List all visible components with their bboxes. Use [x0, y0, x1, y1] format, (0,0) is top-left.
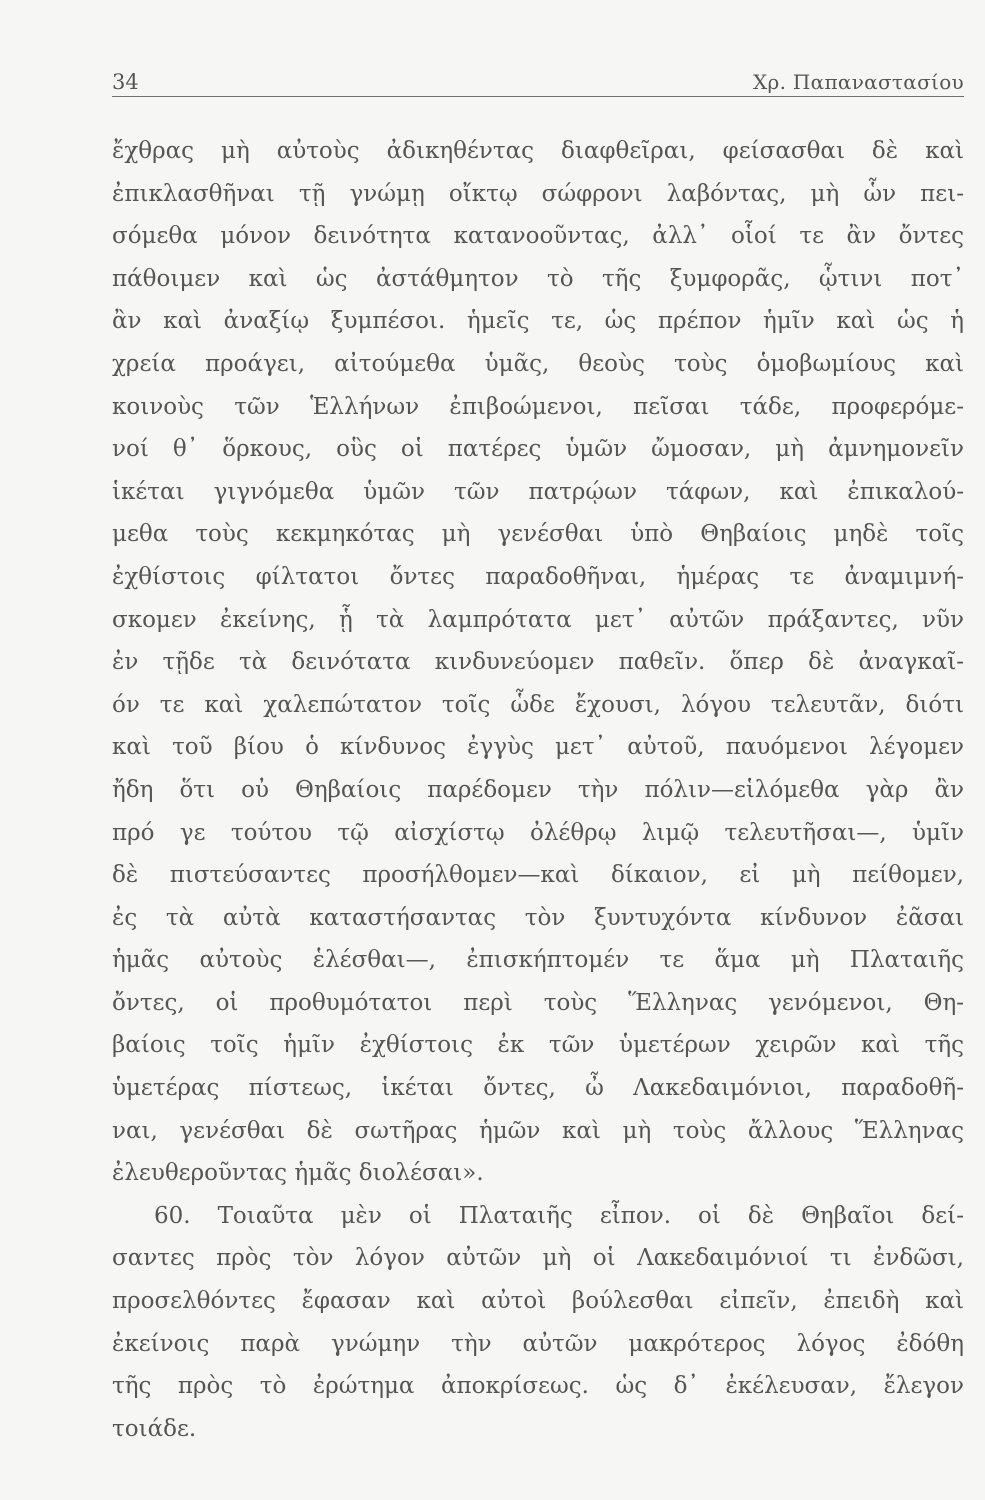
paragraph-start-line: 60. Τοιαῦτα μὲν οἱ Πλαταιῆς εἶπον. οἱ δὲ Θηβαῖοι δεί- [154, 1202, 964, 1229]
paragraph-end-line: ἐλευθεροῦντας ἡμᾶς διολέσαι». [112, 1160, 484, 1187]
text-line: τῆς πρὸς τὸ ἐρώτημα ἀποκρίσεως. ὡς δ᾽ ἐκέλευσαν, ἔλεγον [112, 1373, 964, 1400]
text-line: ἂν καὶ ἀναξίῳ ξυμπέσοι. ἡμεῖς τε, ὡς πρέπον ἡμῖν καὶ ὡς ἡ [112, 308, 964, 335]
text-line: προσελθόντες ἔφασαν καὶ αὐτοὶ βούλεσθαι εἰπεῖν, ἐπειδὴ καὶ [112, 1288, 964, 1315]
text-line: χρεία προάγει, αἰτούμεθα ὑμᾶς, θεοὺς τοὺς ὁμοβωμίους καὶ [112, 350, 964, 377]
text-line: καὶ τοῦ βίου ὁ κίνδυνος ἐγγὺς μετ᾽ αὐτοῦ, παυόμενοι λέγομεν [112, 734, 964, 761]
page-number: 34 [112, 70, 139, 94]
text-line: σκομεν ἐκείνης, ᾗ τὰ λαμπρότατα μετ᾽ αὐτῶν πράξαντες, νῦν [112, 606, 964, 633]
text-line: ἐς τὰ αὐτὰ καταστήσαντας τὸν ξυντυχόντα κίνδυνον ἐᾶσαι [112, 904, 964, 931]
page-header [112, 66, 964, 97]
text-line: κοινοὺς τῶν Ἑλλήνων ἐπιβοώμενοι, πεῖσαι τάδε, προφερόμε- [112, 393, 964, 420]
text-line: ἐχθίστοις φίλτατοι ὄντες παραδοθῆναι, ἡμέρας τε ἀναμιμνή- [112, 563, 964, 590]
text-line: ναι, γενέσθαι δὲ σωτῆρας ἡμῶν καὶ μὴ τοὺς ἄλλους Ἕλληνας [112, 1117, 964, 1144]
text-line: όν τε καὶ χαλεπώτατον τοῖς ὧδε ἔχουσι, λόγου τελευτᾶν, διότι [112, 691, 964, 718]
text-line: ἱκέται γιγνόμεθα ὑμῶν τῶν πατρῴων τάφων, καὶ ἐπικαλού- [112, 478, 964, 505]
text-line: ἡμᾶς αὐτοὺς ἑλέσθαι—, ἐπισκήπτομέν τε ἅμα μὴ Πλαταιῆς [112, 947, 964, 974]
text-line: σόμεθα μόνον δεινότητα κατανοοῦντας, ἀλλ᾽ οἷοί τε ἂν ὄντες [112, 223, 964, 250]
text-line: ἤδη ὅτι οὐ Θηβαίοις παρέδομεν τὴν πόλιν—εἱλόμεθα γὰρ ἂν [112, 776, 964, 803]
body-text [112, 130, 964, 1450]
text-line: βαίοις τοῖς ἡμῖν ἐχθίστοις ἐκ τῶν ὑμετέρων χειρῶν καὶ τῆς [112, 1032, 964, 1059]
text-line: νοί θ᾽ ὅρκους, οὓς οἱ πατέρες ὑμῶν ὤμοσαν, μὴ ἀμνημονεῖν [112, 436, 964, 463]
text-line: δὲ πιστεύσαντες προσήλθομεν—καὶ δίκαιον, εἰ μὴ πείθομεν, [112, 862, 964, 889]
text-line: ἐπικλασθῆναι τῇ γνώμῃ οἴκτῳ σώφρονι λαβόντας, μὴ ὧν πει- [112, 180, 964, 207]
text-line: ὄντες, οἱ προθυμότατοι περὶ τοὺς Ἕλληνας γενόμενοι, Θη- [112, 989, 964, 1016]
paragraph-end-line: τοιάδε. [112, 1415, 197, 1442]
text-line: ἐν τῇδε τὰ δεινότατα κινδυνεύομεν παθεῖν. ὅπερ δὲ ἀναγκαῖ- [112, 649, 964, 676]
text-line: ἐκείνοις παρὰ γνώμην τὴν αὐτῶν μακρότερος λόγος ἐδόθη [112, 1330, 964, 1357]
text-line: πρό γε τούτου τῷ αἰσχίστῳ ὀλέθρῳ λιμῷ τελευτῆσαι—, ὑμῖν [112, 819, 964, 846]
text-line: ὑμετέρας πίστεως, ἱκέται ὄντες, ὦ Λακεδαιμόνιοι, παραδοθῆ- [112, 1075, 964, 1102]
text-line: μεθα τοὺς κεκμηκότας μὴ γενέσθαι ὑπὸ Θηβαίοις μηδὲ τοῖς [112, 521, 964, 548]
text-line: πάθοιμεν καὶ ὡς ἀστάθμητον τὸ τῆς ξυμφορᾶς, ᾧτινι ποτ᾽ [112, 265, 964, 292]
text-line: σαντες πρὸς τὸν λόγον αὐτῶν μὴ οἱ Λακεδαιμόνιοί τι ἐνδῶσι, [112, 1245, 964, 1272]
running-head: Χρ. Παπαναστασίου [753, 70, 964, 94]
text-line: ἔχθρας μὴ αὐτοὺς ἀδικηθέντας διαφθεῖραι, φείσασθαι δὲ καὶ [112, 138, 964, 164]
